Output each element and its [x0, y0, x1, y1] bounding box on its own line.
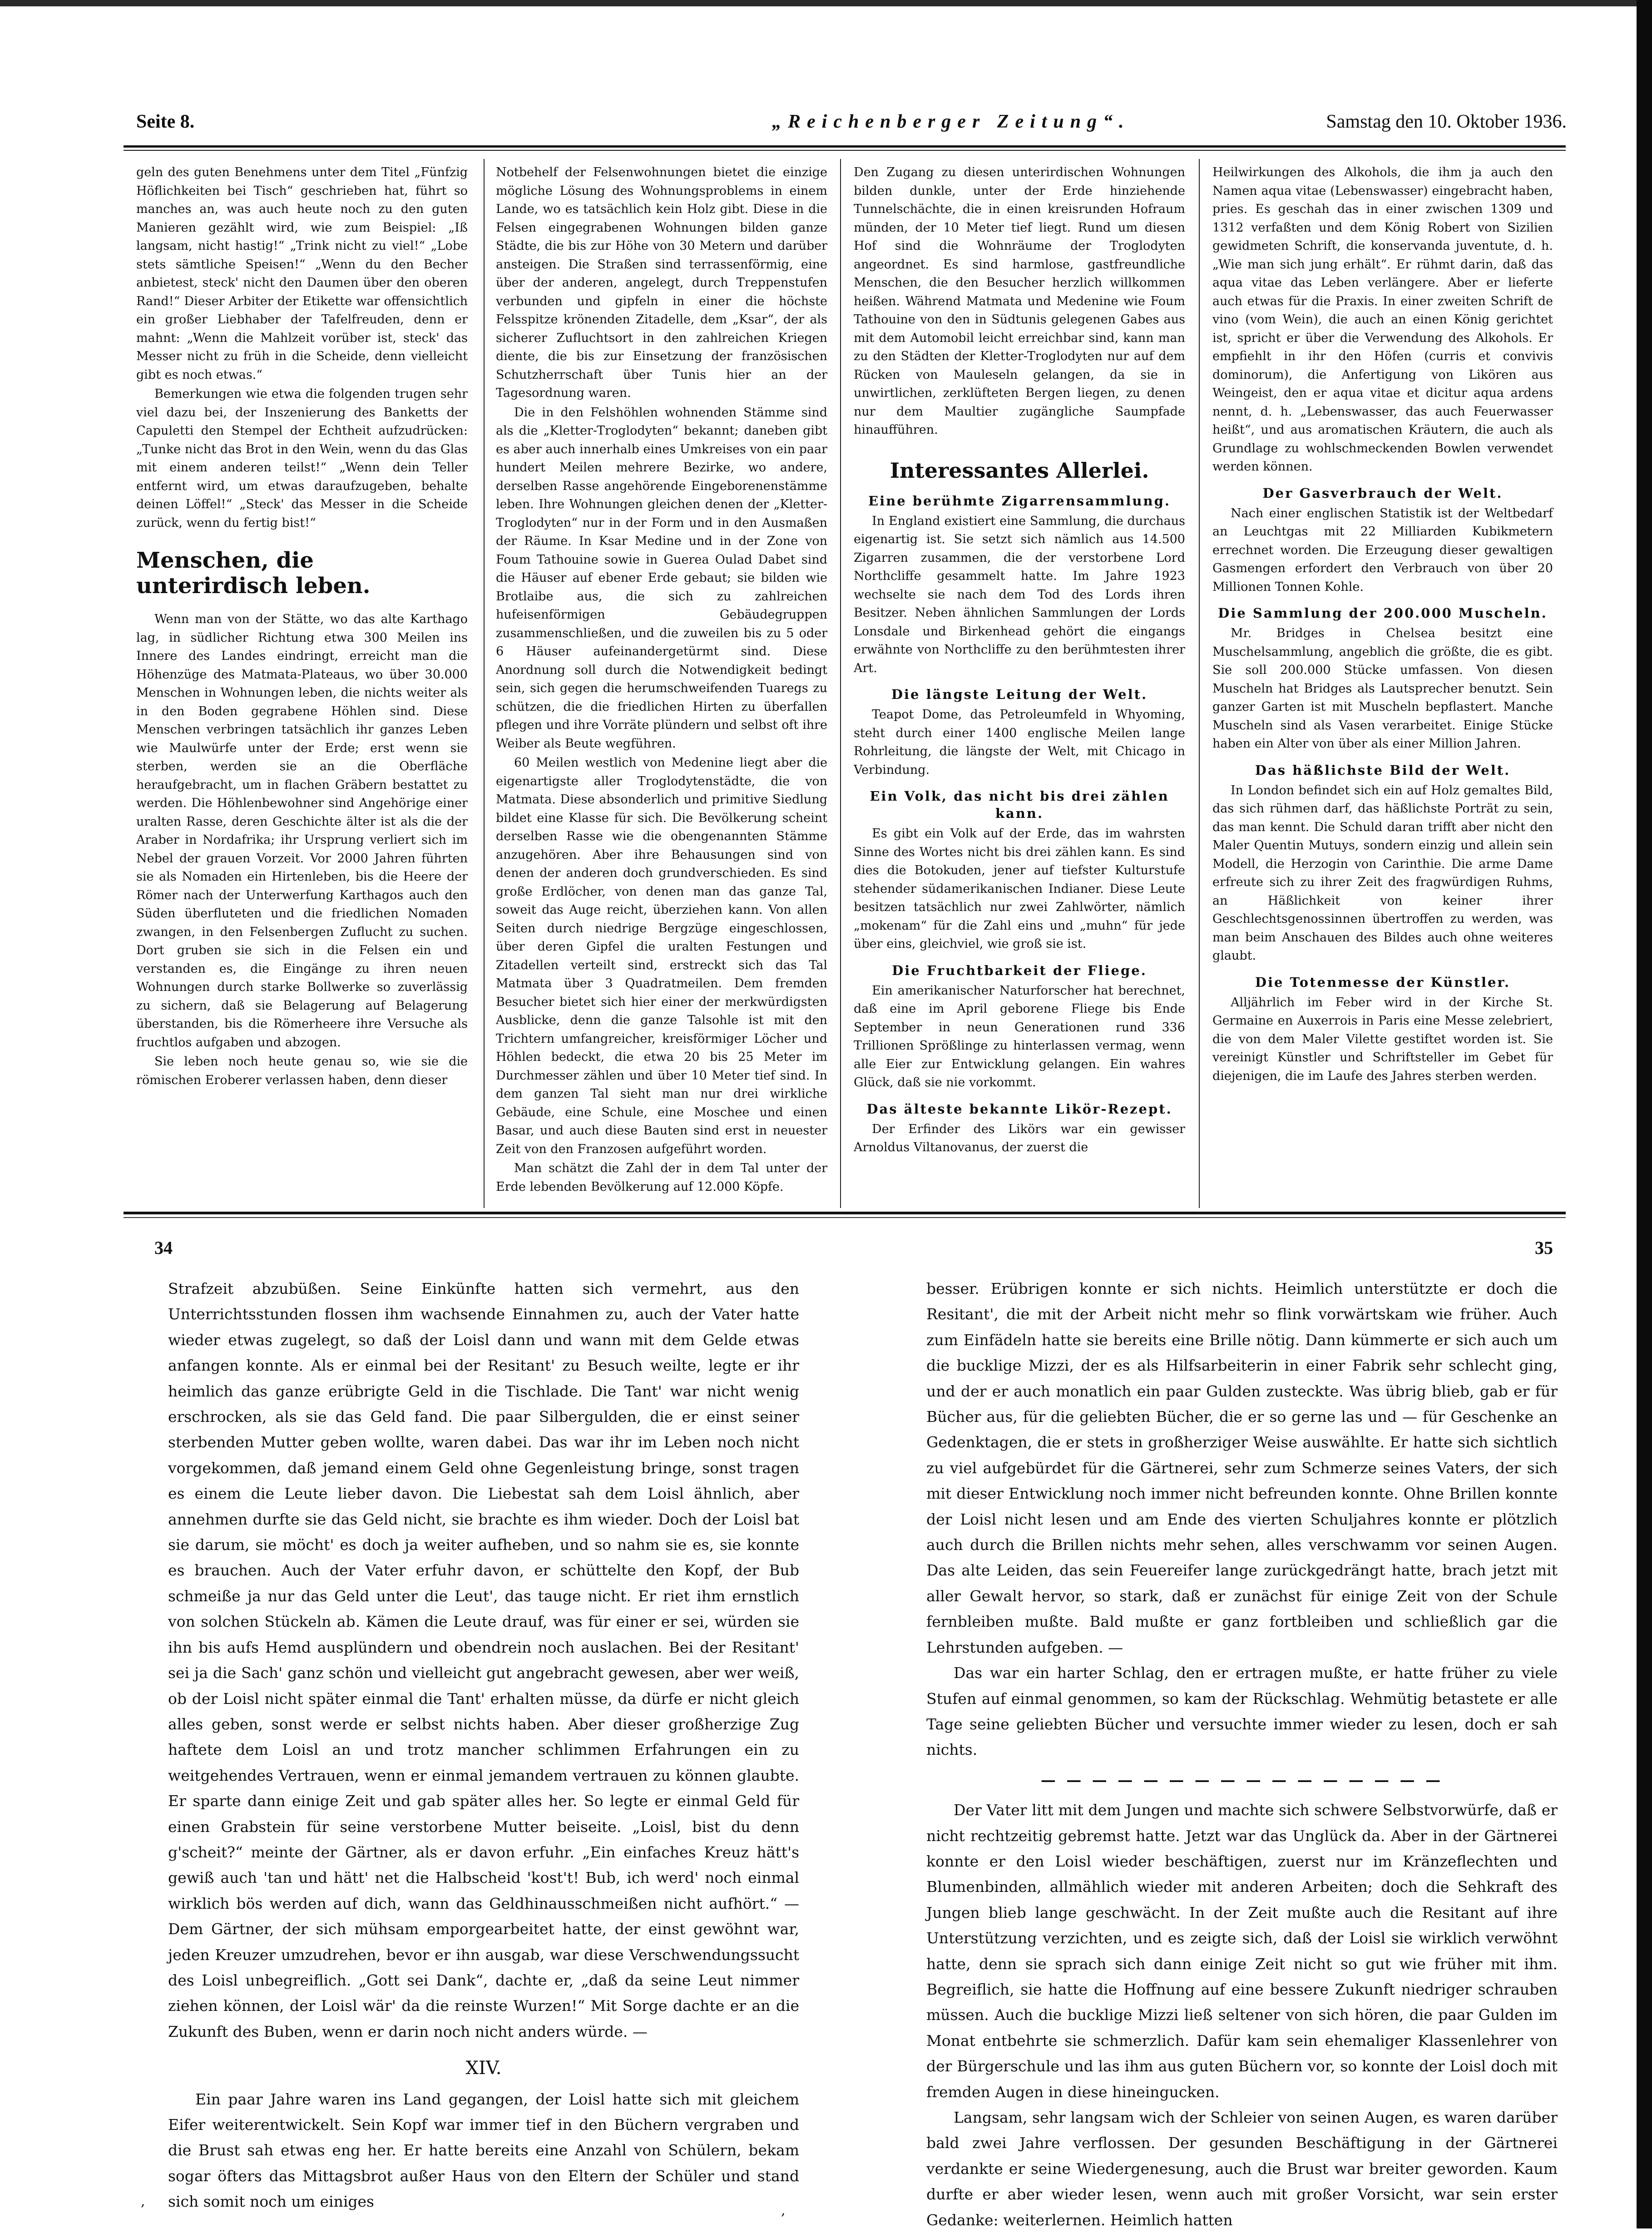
item-title: Die längste Leitung der Welt.: [891, 687, 1148, 702]
newspaper-column-3: [854, 163, 1185, 1199]
column-divider: [1199, 159, 1200, 1208]
header-rule: [124, 145, 1566, 148]
item-text: Mr. Bridges in Chelsea besitzt eine Muschelsammlung, angeblich die größte, die es gibt. Sie soll 200.000 Stücke umfassen. Von diesen Muscheln hat Bridges als Lautsprecher benutzt. Sein ganzer Garten ist mit Muscheln bepflastert. Manche Muscheln sind als Vasen verarbeitet. Einige Stücke haben ein Alter von über als einer Million Jahren.: [1212, 626, 1553, 751]
column-divider: [484, 159, 485, 1208]
item-title: Die Sammlung der 200.000 Muscheln.: [1218, 605, 1548, 621]
novel-page-right: [926, 1276, 1558, 2229]
novel-paragraph: Strafzeit abzubüßen. Seine Einkünfte hatten sich vermehrt, aus den Unterrichtsstunden flossen ihm wachsende Einnahmen zu, auch der Vater hatte wieder etwas zugelegt, so daß der Loisl dann und wann mit dem Gelde etwas anfangen konnte. Als er einmal bei der Resitant' zu Besuch weilte, legte er ihr heimlich das ganze erübrigte Geld in die Tischlade. Die Tant' war nicht wenig erschrocken, als sie das Geld fand. Die paar Silbergulden, die er einst seiner sterbenden Mutter geben wollte, waren dabei. Das war ihr im Leben noch nicht vorgekommen, daß jemand einem Geld ohne Gegenleistung bringe, sonst tragen es einem die Leute lieber davon. Die Liebestat sah dem Loisl ähnlich, aber annehmen durfte sie das Geld nicht, sie brachte es ihm wieder. Doch der Loisl bat sie darum, sie möcht' es doch ja weiter aufheben, und so nahm sie es, sie konnte es brauchen. Auch der Vater erfuhr davon, er schüttelte den Kopf, der Bub schmeiße ja nur das Geld unter die Leut', das tauge nicht. Er riet ihm ernstlich von solchen Stückeln ab. Kämen die Leute drauf, was für einer er sei, würden sie ihn bis aufs Hemd ausplündern und obendrein noch auslachen. Bei der Resitant' sei ja die Sach' ganz schön und vielleicht gut angebracht gewesen, aber wer weiß, ob der Loisl nicht später einmal die Tant' erhalten müsse, da dürfe er nicht gleich alles geben, sonst werde er selbst nichts haben. Aber dieser großherzige Zug haftete dem Loisl an und trotz mancher schlimmen Erfahrungen ein zu weitgehendes Vertrauen, wenn er einmal jemandem vertrauen zu können glaubte. Er sparte dann einige Zeit und gab später alles her. So legte er einmal Geld für einen Grabstein für seine verstorbene Mutter beiseite. „Loisl, bist du denn g'scheit?“ meinte der Gärtner, als er davon erfuhr. „Ein einfaches Kreuz hätt's gewiß auch 'tan und hätt' net die Halbscheid 'kost't! Bub, ich werd' noch einmal wirklich bös werden auf dich, wann das Geldhinausschmeißen nicht aufhört.“ — Dem Gärtner, der sich mühsam emporgearbeitet hatte, der einst gewöhnt war, jeden Kreuzer umzudrehen, bevor er ihn ausgab, war diese Verschwendungssucht des Loisl unbegreiflich. „Gott sei Dank“, dachte er, „daß da seine Leut nimmer ziehen können, der Loisl wär' da die reinste Wurzen!“ Mit Sorge dachte er an die Zukunft des Buben, wenn er darin noch nicht anders würde. —: [168, 1280, 799, 2040]
article-paragraph: Bemerkungen wie etwa die folgenden trugen sehr viel dazu bei, der Inszenierung des Banketts der Capuletti den Stempel der Echtheit aufzudrücken: „Tunke nicht das Brot in den Wein, wenn du das Glas mit einem anderen teilst!“ „Wenn dein Teller entfernt wird, um etwas daraufzugeben, behalte deinen Löffel!“ „Steck' das Messer in die Scheide zurück, wenn du fertig bist!“: [136, 387, 468, 530]
item-text: Ein amerikanischer Naturforscher hat berechnet, daß eine im April geborene Fliege bis Ende September in neun Generationen rund 336 Trillionen Sprößlinge zu hinterlassen vermag, wenn alle Eier zur Entwicklung gelangen. Ein wahres Glück, daß sie nie vorkommt.: [854, 983, 1185, 1089]
article-paragraph: Wenn man von der Stätte, wo das alte Karthago lag, in südlicher Richtung etwa 300 Meilen ins Innere des Landes eindringt, erreicht man die Höhenzüge des Matmata-Plateaus, wo über 30.000 Menschen in Wohnungen leben, die nichts weiter als in den Boden gegrabene Höhlen sind. Diese Menschen verbringen tatsächlich ihr ganzes Leben wie Maulwürfe unter der Erde; erst wenn sie sterben, werden sie an die Oberfläche heraufgebracht, um in flachen Gräbern bestattet zu werden. Die Höhlenbewohner sind Angehörige einer uralten Rasse, deren Geschichte älter ist als die der Araber in Nordafrika; ihr Ursprung verliert sich im Nebel der grauen Vorzeit. Vor 2000 Jahren führten sie als Nomaden ein Hirtenleben, bis die Heere der Römer nach der Unterwerfung Karthagos auch den Süden überfluteten und die friedlichen Nomaden zwangen, in den Felsenbergen Zuflucht zu suchen. Dort gruben sie sich in die Felsen ein und verstanden es, die Eingänge zu ihren neuen Wohnungen durch starke Bollwerke so zuverlässig zu sichern, daß sie Belagerung auf Belagerung überstanden, bis die Römerheere ihre Versuche als fruchtlos aufgaben und abzogen.: [136, 612, 468, 1050]
article-paragraph: Heilwirkungen des Alkohols, die ihm ja auch den Namen aqua vitae (Lebenswasser) eingebracht haben, pries. Es geschah das in einer zwischen 1309 und 1312 verfaßten und dem König Robert von Sizilien gewidmeten Schrift, die konservanda juventute, d. h. „Wie man sich jung erhält“. Er rühmt darin, daß das aqua vitae das Leben verlängere. Aber er lieferte auch etwas für die Praxis. In einer zweiten Schrift de vino (vom Wein), die auch an einen König gerichtet ist, spricht er über die Verwendung des Alkohols. Er empfiehlt in ihr den Höfen (curris et convivis dominorum), die Anfertigung von Likören aus Weingeist, den er aqua vitae et dicitur aqua ardens nennt, d. h. „Lebenswasser, das auch Feuerwasser heißt“, und aus aromatischen Kräutern, die auch als Grundlage zu wohlschmeckenden Bowlen verwendet werden können.: [1212, 165, 1553, 474]
item-text: Nach einer englischen Statistik ist der Weltbedarf an Leuchtgas mit 22 Milliarden Kubikmetern errechnet worden. Die Erzeugung dieser gewaltigen Gasmengen erfordert den Verbrauch von über 20 Millionen Tonnen Kohle.: [1212, 506, 1553, 594]
page-number-left: 34: [154, 1238, 173, 1258]
novel-paragraph: Ein paar Jahre waren ins Land gegangen, der Loisl hatte sich mit gleichem Eifer weiterentwickelt. Sein Kopf war immer tief in den Büchern vergraben und die Brust sah etwas eng her. Er hatte bereits eine Anzahl von Schülern, bekam sogar öfters das Mittagsbrot außer Haus von den Eltern der Schüler und stand sich somit noch um einiges: [168, 2090, 799, 2211]
page-number-right: 35: [1535, 1238, 1553, 1258]
item-title: Eine berühmte Zigarrensammlung.: [868, 493, 1171, 509]
article-paragraph: Den Zugang zu diesen unterirdischen Wohnungen bilden dunkle, unter der Erde hinziehende Tunnelschächte, die in einen kreisrunden Hofraum münden, der 10 Meter tief liegt. Rund um diesen Hof sind die Wohnräume der Troglodyten angeordnet. Es sind harmlose, gastfreundliche Menschen, die den Besucher herzlich willkommen heißen. Während Matmata und Medenine wie Foum Tathouine von den in Südtunis gelegenen Gabes aus mit dem Automobil leicht erreichbar sind, kann man zu den Städten der Kletter-Troglodyten nur auf dem Rücken von Mauleseln gelangen, da sie in unwirtlichen, zerklüfteten Bergen liegen, zu denen nur dem Maultier zugängliche Saumpfade hinaufführen.: [854, 165, 1185, 437]
item-text: Es gibt ein Volk auf der Erde, das im wahrsten Sinne des Wortes nicht bis drei zählen kann. Es sind dies die Botokuden, jener auf tiefster Kulturstufe stehender südamerikanischen Indianer. Diese Leute besitzen tatsächlich nur zwei Zahlwörter, nämlich „mokenam“ für die Zahl eins und „muhn“ für jede über eins, gleichviel, wie groß sie ist.: [854, 827, 1185, 951]
header-rule-thin: [124, 150, 1566, 151]
novel-paragraph: Der Vater litt mit dem Jungen und machte sich schwere Selbstvorwürfe, daß er nicht rechtzeitig gebremst hatte. Jetzt war das Unglück da. Aber in der Gärtnerei konnte er den Loisl wieder beschäftigen, zuerst nur im Kränzeflechten und Blumenbinden, allmählich wieder mit anderen Arbeiten; doch die Sehkraft des Jungen blieb lange geschwächt. In der Zeit mußte auch die Resitant auf ihre Unterstützung verzichten, und es zeigte sich, daß der Loisl sie wirklich verwöhnt hatte, denn sie sprach sich dann einige Zeit nicht so gut wie früher mit ihm. Begreiflich, sie hatte die Hoffnung auf eine bessere Zukunft niedriger schrauben müssen. Auch die bucklige Mizzi ließ seltener von sich hören, die paar Gulden im Monat entbehrte sie schmerzlich. Dafür kam sein ehemaliger Klassenlehrer von der Bürgerschule und las ihm aus guten Büchern vor, so konnte der Loisl doch mit fremden Augen in diese hineingucken.: [926, 1801, 1558, 2101]
newspaper-column-2: [496, 163, 827, 1199]
column-divider: [840, 159, 841, 1208]
novel-page-left: [168, 1276, 799, 2211]
article-paragraph: geln des guten Benehmens unter dem Titel „Fünfzig Höflichkeiten bei Tisch“ geschrieben hat, führt so manches an, was auch heute noch zu den guten Manieren gezählt wird, wie zum Beispiel: „Iß langsam, nicht hastig!“ „Trink nicht zu viel!“ „Lobe stets sämtliche Speisen!“ „Wenn du den Becher anbietest, steck' nicht den Daumen über den oberen Rand!“ Dieser Arbiter der Etikette war offensichtlich ein großer Liebhaber der Tafelfreuden, denn er mahnt: „Wenn die Mahlzeit vorüber ist, steck' das Messer nicht zu früh in die Scheide, denn vielleicht gibt es noch etwas.“: [136, 165, 468, 382]
novel-paragraph: Langsam, sehr langsam wich der Schleier von seinen Augen, es waren darüber bald zwei Jahre verflossen. Der gesunden Beschäftigung in der Gärtnerei verdankte er seine Wiedergenesung, auch die Brust war breiter geworden. Kaum durfte er aber wieder lesen, wenn auch mit großer Vorsicht, war sein erster Gedanke: weiterlernen. Heimlich hatten: [926, 2109, 1558, 2229]
feuilleton-divider: [124, 1212, 1566, 1214]
article-paragraph: Man schätzt die Zahl der in dem Tal unter der Erde lebenden Bevölkerung auf 12.000 Köpfe.: [496, 1161, 827, 1194]
novel-paragraph: besser. Erübrigen konnte er sich nichts. Heimlich unterstützte er doch die Resitant', die mit der Arbeit nicht mehr so flink vorwärtskam wie früher. Auch zum Einfädeln hatte sie bereits eine Brille nötig. Dann kümmerte er sich auch um die bucklige Mizzi, der es als Hilfsarbeiterin in einer Fabrik sehr schlecht ging, und der er auch monatlich ein paar Gulden zusteckte. Was übrig blieb, gab er für Bücher aus, für die geliebten Bücher, die er so gerne las und — für Geschenke an Gedenktagen, die er stets in großherziger Weise auswählte. Er hatte sich sichtlich zu viel aufgebürdet für die Gärtnerei, sehr zum Schmerze seines Vaters, der sich mit dieser Entwicklung noch immer nicht befreunden konnte. Ohne Brillen konnte der Loisl nicht lesen und am Ende des vierten Schuljahres konnte er plötzlich auch durch die Brillen nichts mehr sehen, alles verschwamm vor seinen Augen. Das alte Leiden, das sein Feuereifer lange zurückgedrängt hatte, brach jetzt mit aller Gewalt hervor, so stark, daß er zunächst für einige Zeit von der Schule fernbleiben mußte. Bald mußte er ganz fortbleiben und schließlich gar die Lehrstunden aufgeben. —: [926, 1280, 1558, 1656]
section-break-dashes: — — — — — — — — — — — — — — — —: [1040, 1771, 1444, 1789]
item-text: Teapot Dome, das Petroleumfeld in Whyoming, steht durch einer 1400 englische Meilen lange Rohrleitung, die längste der Welt, mit Chicago in Verbindung.: [854, 708, 1185, 777]
page-label: Seite 8.: [136, 111, 195, 132]
newspaper-title: „Reichenberger Zeitung“.: [772, 111, 1130, 132]
item-title: Das älteste bekannte Likör-Rezept.: [866, 1101, 1172, 1117]
item-text: In London befindet sich ein auf Holz gemaltes Bild, das sich rühmen darf, das häßlichste Porträt zu sein, das man kennt. Die Schuld daran trifft aber nicht den Maler Quentin Mutuys, sondern einzig und allein sein Modell, die Herzogin von Carinthie. Die arme Dame erfreute sich zu ihrer Zeit des fragwürdigen Ruhms, an Häßlichkeit von keiner ihrer Geschlechtsgenossinnen übertroffen zu werden, was man beim Anschauen des Bildes auch ohne weiteres glaubt.: [1212, 783, 1553, 963]
scan-edge-right: [1637, 0, 1652, 2228]
issue-date: Samstag den 10. Oktober 1936.: [1326, 111, 1567, 132]
item-title: Die Totenmesse der Künstler.: [1255, 974, 1511, 990]
article-paragraph: 60 Meilen westlich von Medenine liegt aber die eigenartigste aller Troglodytenstädte, die von Matmata. Diese absonderlich und primitive Siedlung bildet eine Klasse für sich. Die Bevölkerung scheint derselben Rasse wie die obengenannten Stämme anzugehören. Aber ihre Behausungen sind von denen der anderen doch grundverschieden. Es sind große Erdlöcher, von denen man das ganze Tal, soweit das Auge reicht, überziehen kann. Von allen Seiten durch niedrige Bergzüge eingeschlossen, über deren Gipfel die uralten Festungen und Zitadellen verteilt sind, erstreckt sich das Tal Matmata über 3 Quadratmeilen. Dem fremden Besucher bietet sich hier einer der merkwürdigsten Ausblicke, denn die ganze Talsohle ist mit den Trichtern umfangreicher, kreisförmiger Löcher und Höhlen bedeckt, die etwa 20 bis 25 Meter im Durchmesser zählen und über 10 Meter tief sind. In dem ganzen Tal sieht man nur drei wirkliche Gebäude, eine Schule, eine Moschee und einen Basar, und auch diese Bauten sind erst in neuester Zeit von den Franzosen aufgeführt worden.: [496, 756, 827, 1156]
novel-paragraph: Das war ein harter Schlag, den er ertragen mußte, er hatte früher zu viele Stufen auf einmal genommen, so kam der Rückschlag. Wehmütig betastete er alle Tage seine geliebten Bücher und versuchte immer wieder zu lesen, doch er sah nichts.: [926, 1664, 1558, 1759]
article-paragraph: Notbehelf der Felsenwohnungen bietet die einzige mögliche Lösung des Wohnungsproblems in einem Lande, wo es tatsächlich kein Holz gibt. Diese in die Felsen eingegrabenen Wohnungen bilden ganze Städte, die bis zur Höhe von 30 Metern und darüber ansteigen. Die Straßen sind terrassenförmig, eine über der anderen, angelegt, durch Treppenstufen verbunden und gipfeln in einer die höchste Felsspitze krönenden Zitadelle, dem „Ksar“, der als sicherer Zufluchtsort in den zahlreichen Kriegen diente, die bis zur Einsetzung der französischen Schutzherrschaft über Tunis hier an der Tagesordnung waren.: [496, 165, 827, 400]
scan-edge-top: [0, 0, 1652, 6]
scan-speck: ,: [141, 2193, 145, 2209]
scan-speck: ,: [781, 2203, 786, 2218]
feuilleton-divider-thin: [124, 1217, 1566, 1218]
article-paragraph: Die in den Felshöhlen wohnenden Stämme sind als die „Kletter-Troglodyten“ bekannt; daneben gibt es aber auch innerhalb eines Umkreises von ein paar hundert Meilen mehrere Bezirke, wo andere, derselben Rasse angehörende Eingeborenenstämme leben. Ihre Wohnungen gleichen denen der „Kletter-Troglodyten“ nur in der Form und in den Ausmaßen der Räume. In Ksar Medine und in der Zone von Foum Tathouine sowie in Guerea Oulad Dabet sind die Häuser auf ebener Erde gebaut; sie bilden wie Brotlaibe aus, die sich zu zahlreichen hufeisenförmigen Gebäudegruppen zusammenschließen, und die zuweilen bis zu 5 oder 6 Häuser aufeinandergetürmt sind. Diese Anordnung soll durch die Notwendigkeit bedingt sein, sich gegen die herumschweifenden Tuaregs zu schützen, die die friedlichen Hirten zu überfallen pflegen und ihre Vorräte plündern und selbst oft ihre Weiber als Beute wegführen.: [496, 405, 827, 751]
item-text: In England existiert eine Sammlung, die durchaus eigenartig ist. Sie setzt sich nämlich aus 14.500 Zigarren zusammen, die der verstorbene Lord Northcliffe gesammelt hatte. Im Jahre 1923 wechselte sie nach dem Tod des Lords ihren Besitzer. Neben ähnlichen Sammlungen der Lords Lonsdale und Birkenhead gehört die eingangs erwähnte von Northcliffe zu den berühmtesten ihrer Art.: [854, 514, 1185, 675]
article-heading: Menschen, die unterirdisch leben.: [136, 548, 371, 599]
item-title: Der Gasverbrauch der Welt.: [1262, 485, 1503, 501]
item-title: Die Fruchtbarkeit der Fliege.: [892, 962, 1147, 978]
section-heading: Interessantes Allerlei.: [890, 458, 1149, 483]
newspaper-column-1: [136, 163, 468, 1199]
item-title: Das häßlichste Bild der Welt.: [1255, 762, 1511, 778]
item-title: Ein Volk, das nicht bis drei zählen kann.: [870, 788, 1169, 821]
item-text: Der Erfinder des Likörs war ein gewisser Arnoldus Viltanovanus, der zuerst die: [854, 1122, 1185, 1154]
page-header: [136, 111, 1567, 138]
item-text: Alljährlich im Feber wird in der Kirche St. Germaine en Auxerrois in Paris eine Messe zelebriert, die von dem Maler Vilette gestiftet worden ist. Sie vereinigt Künstler und Schriftsteller im Gebet für diejenigen, die im Laufe des Jahres sterben werden.: [1212, 995, 1553, 1083]
article-paragraph: Sie leben noch heute genau so, wie sie die römischen Eroberer verlassen haben, denn dieser: [136, 1055, 468, 1087]
newspaper-column-4: [1212, 163, 1553, 1199]
chapter-number: XIV.: [465, 2058, 502, 2079]
